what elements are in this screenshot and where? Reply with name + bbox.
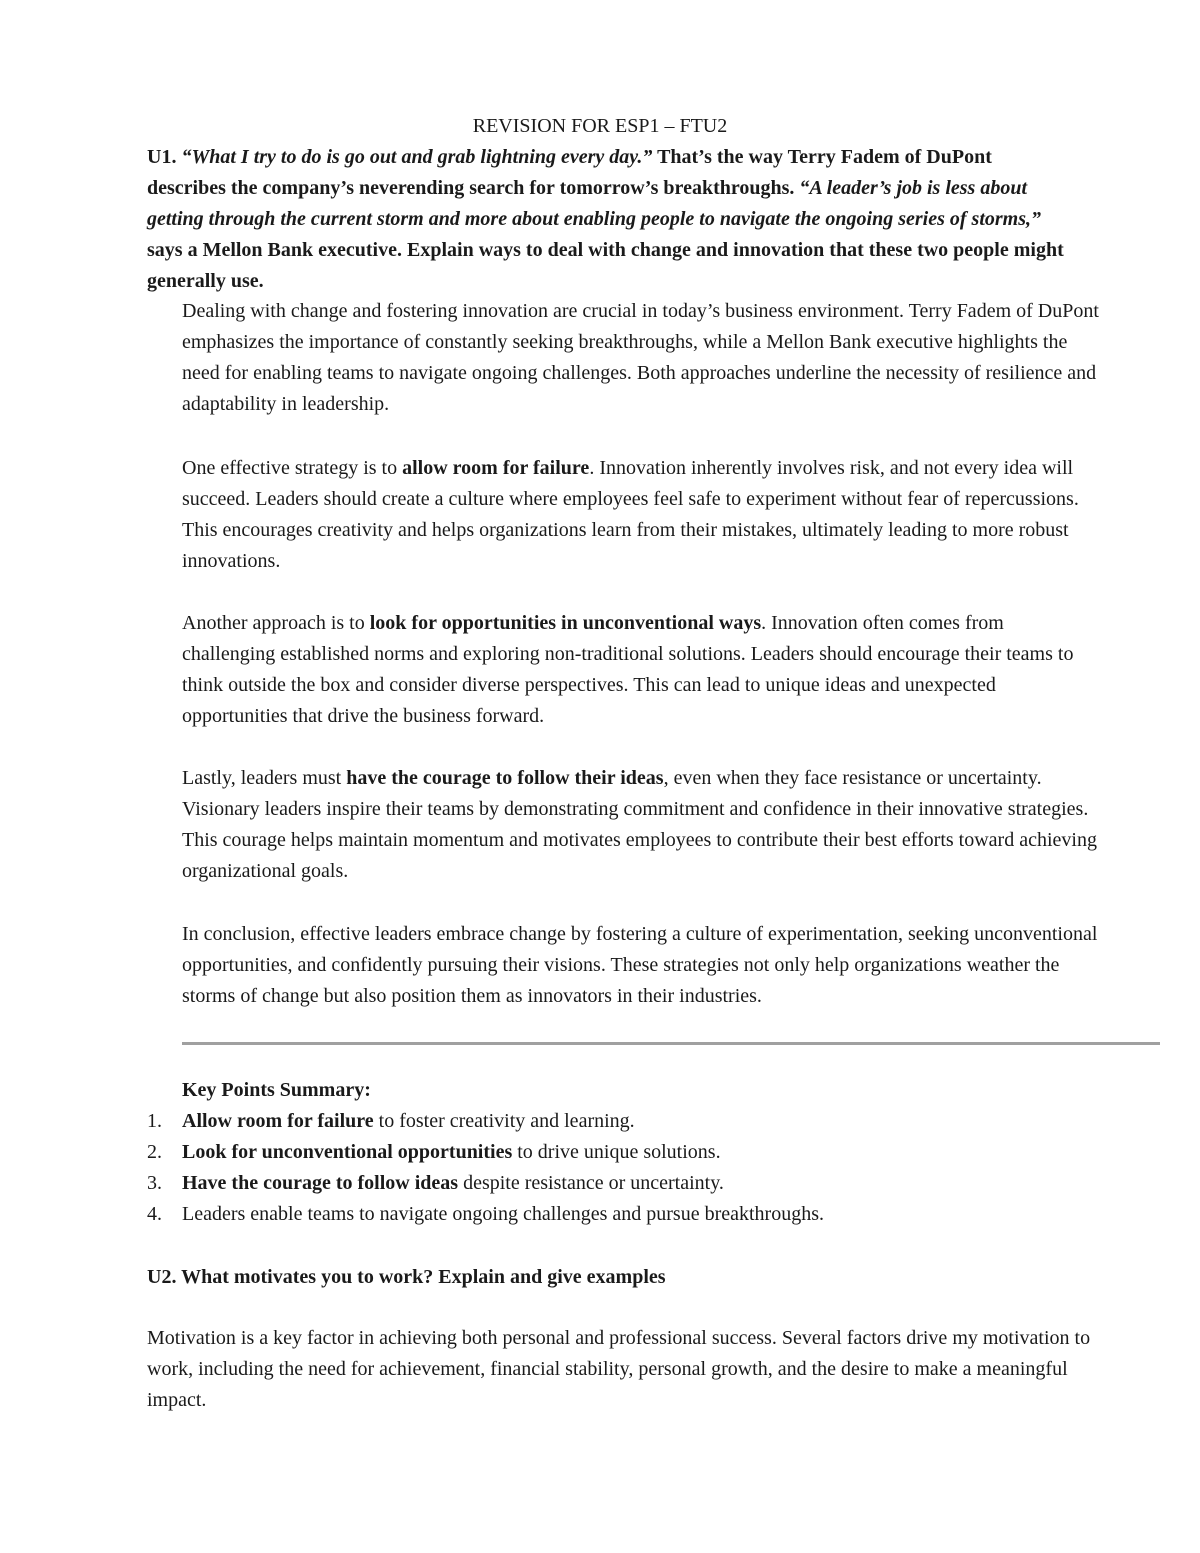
- document-title: REVISION FOR ESP1 – FTU2: [472, 115, 728, 137]
- u1-question: [147, 142, 1067, 297]
- u1-answer-unconventional: [182, 608, 1102, 732]
- list-item-number: 2.: [147, 1141, 162, 1163]
- list-item-text: to foster creativity and learning.: [373, 1110, 635, 1132]
- list-item-number: 4.: [147, 1203, 162, 1225]
- u1-answer-failure: [182, 453, 1102, 577]
- key-points-heading: Key Points Summary:: [182, 1079, 371, 1101]
- answer-text: Another approach is to: [182, 612, 370, 634]
- u2-answer: Motivation is a key factor in achieving both personal and professional success. Several factors drive my motivation to work, including the need for achievement, financial stability, personal growth, and the desire to make a meaningful impact.: [147, 1327, 1091, 1411]
- key-points-list: [147, 1106, 1097, 1230]
- u1-text-mellon: says a Mellon Bank executive. Explain ways to deal with change and innovation that these two people might generally use.: [147, 239, 1064, 292]
- u1-answer-courage: [182, 763, 1102, 887]
- list-item-number: 1.: [147, 1110, 162, 1132]
- u1-answer-intro: Dealing with change and fostering innovation are crucial in today’s business environment. Terry Fadem of DuPont emphasizes the importance of constantly seeking breakthroughs, while a Mellon Bank executive highlights the need for enabling teams to navigate ongoing challenges. Both approaches underline the necessity of resilience and adaptability in leadership.: [182, 300, 1099, 415]
- list-item-emphasis: Look for unconventional opportunities: [182, 1141, 513, 1163]
- answer-emphasis: have the courage to follow their ideas: [346, 767, 664, 789]
- list-item: [147, 1106, 1097, 1137]
- list-item-text: Leaders enable teams to navigate ongoing challenges and pursue breakthroughs.: [182, 1203, 825, 1225]
- list-item-text: despite resistance or uncertainty.: [458, 1172, 724, 1194]
- list-item: [147, 1199, 1097, 1230]
- answer-emphasis: allow room for failure: [402, 457, 590, 479]
- list-item: [147, 1168, 1097, 1199]
- list-item-text: to drive unique solutions.: [512, 1141, 721, 1163]
- list-item: [147, 1137, 1097, 1168]
- answer-text: . Innovation often comes from challenging established norms and exploring non-traditional solutions. Leaders should encourage their teams to think outside the box and consider diverse perspectives. This can lead to unique ideas and unexpected opportunities that drive the business forward.: [182, 612, 1074, 727]
- answer-text: One effective strategy is to: [182, 457, 403, 479]
- answer-text: Lastly, leaders must: [182, 767, 347, 789]
- list-item-emphasis: Have the courage to follow ideas: [182, 1172, 459, 1194]
- u1-quote-fadem: “What I try to do is go out and grab lightning every day.”: [181, 146, 653, 168]
- answer-emphasis: look for opportunities in unconventional ways: [369, 612, 762, 634]
- list-item-emphasis: Allow room for failure: [182, 1110, 374, 1132]
- u2-question: U2. What motivates you to work? Explain and give examples: [147, 1266, 666, 1288]
- list-item-number: 3.: [147, 1172, 162, 1194]
- horizontal-divider: [182, 1042, 1160, 1045]
- u1-text-fadem: That’s the way Terry Fadem of DuPont describes the company’s neverending search for tomorrow’s breakthroughs.: [147, 146, 992, 199]
- u1-answer-conclusion: In conclusion, effective leaders embrace change by fostering a culture of experimentation, seeking unconventional opportunities, and confidently pursuing their visions. These strategies not only help organizations weather the storms of change but also position them as innovators in their industries.: [182, 923, 1098, 1007]
- u1-quote-mellon: “A leader’s job is less about getting through the current storm and more about enabling people to navigate the ongoing series of storms,”: [147, 177, 1041, 230]
- u1-label: U1.: [147, 146, 177, 168]
- answer-text: , even when they face resistance or uncertainty. Visionary leaders inspire their teams by demonstrating commitment and confidence in their innovative strategies. This courage helps maintain momentum and motivates employees to contribute their best efforts toward achieving organizational goals.: [182, 767, 1097, 882]
- answer-text: . Innovation inherently involves risk, and not every idea will succeed. Leaders should create a culture where employees feel safe to experiment without fear of repercussions. This encourages creativity and helps organizations learn from their mistakes, ultimately leading to more robust innovations.: [182, 457, 1079, 572]
